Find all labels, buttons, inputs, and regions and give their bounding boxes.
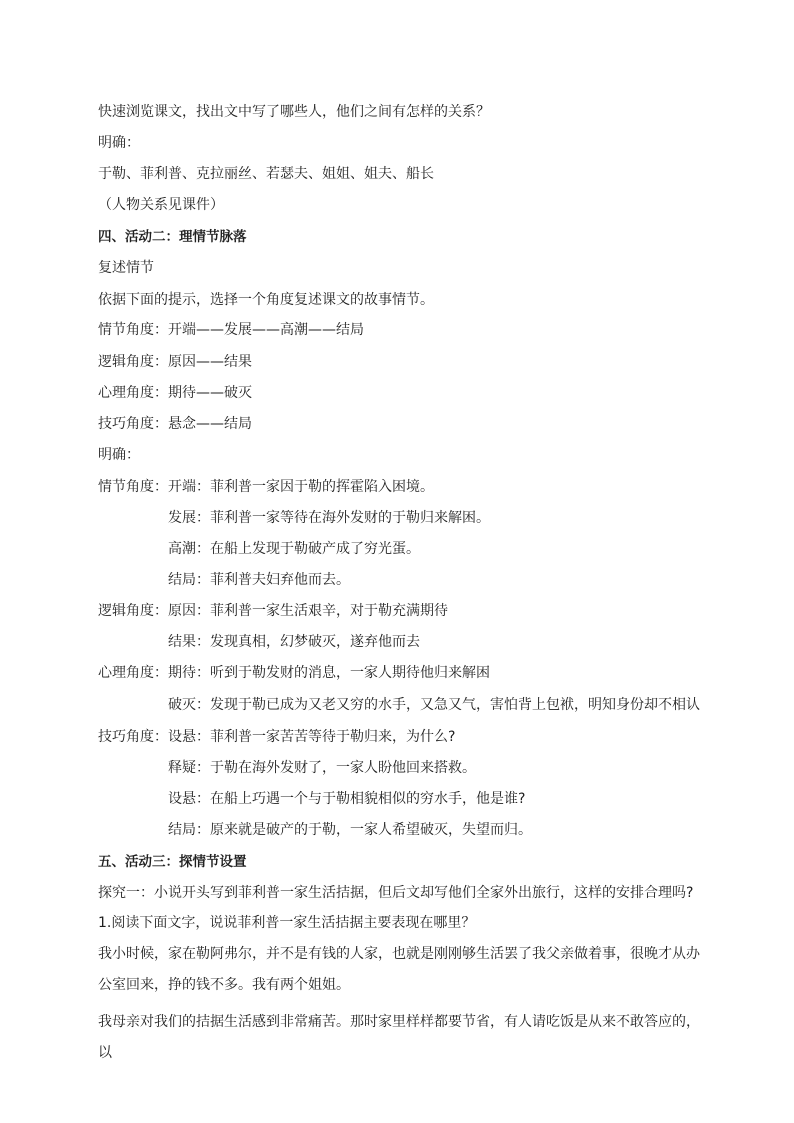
technique-ending: 结局：原来就是破产的于勒，一家人希望破灭，失望而归。 <box>168 822 532 838</box>
section-heading-4: 四、活动二：理情节脉落 <box>98 229 247 245</box>
character-list: 于勒、菲利普、克拉丽丝、若瑟夫、姐姐、姐夫、船长 <box>98 166 434 182</box>
reading-task: 1.阅读下面文字，说说菲利普一家生活拮据主要表现在哪里？ <box>98 915 476 931</box>
excerpt-paragraph-2: 我母亲对我们的拮据生活感到非常痛苦。那时家里样样都要节省，有人请吃饭是从来不敢答应的，以 <box>98 1014 700 1061</box>
section-heading-5: 五、活动三：探情节设置 <box>98 854 247 870</box>
question-text: 快速浏览课文，找出文中写了哪些人，他们之间有怎样的关系？ <box>98 104 490 120</box>
plot-angle: 情节角度：开端——发展——高潮——结局 <box>98 322 364 338</box>
logic-cause: 逻辑角度：原因：菲利普一家生活艰辛，对于勒充满期待 <box>98 603 448 619</box>
technique-angle: 技巧角度：悬念——结局 <box>98 416 252 432</box>
technique-suspense-1: 技巧角度：设悬：菲利普一家苦苦等待于勒归来，为什么? <box>98 729 456 745</box>
logic-result: 结果：发现真相，幻梦破灭，遂弃他而去 <box>168 634 420 650</box>
psychology-expect: 心理角度：期待：听到于勒发财的消息，一家人期待他归来解困 <box>98 665 490 681</box>
plot-development: 发展：菲利普一家等待在海外发财的于勒归来解困。 <box>168 510 490 526</box>
character-note: （人物关系见课件） <box>98 197 224 213</box>
instruction-text: 依据下面的提示，选择一个角度复述课文的故事情节。 <box>98 292 434 308</box>
subheading-retell: 复述情节 <box>98 260 154 276</box>
plot-start: 情节角度：开端：菲利普一家因于勒的挥霍陷入困境。 <box>98 479 434 495</box>
psychology-angle: 心理角度：期待——破灭 <box>98 385 252 401</box>
technique-suspense-2: 设悬：在船上巧遇一个与于勒相貌相似的穷水手，他是谁? <box>168 791 526 807</box>
plot-climax: 高潮：在船上发现于勒破产成了穷光蛋。 <box>168 541 420 557</box>
logic-angle: 逻辑角度：原因——结果 <box>98 354 252 370</box>
clarify-label: 明确： <box>98 135 140 151</box>
clarify-label-2: 明确： <box>98 447 140 463</box>
psychology-break: 破灭：发现于勒已成为又老又穷的水手，又急又气，害怕背上包袱，明知身份却不相认 <box>168 697 700 713</box>
plot-ending: 结局：菲利普夫妇弃他而去。 <box>168 572 350 588</box>
exploration-one: 探究一：小说开头写到菲利普一家生活拮据，但后文却写他们全家外出旅行，这样的安排合理吗? <box>98 885 694 901</box>
excerpt-paragraph-1: 我小时候，家在勒阿弗尔，并不是有钱的人家，也就是刚刚够生活罢了我父亲做着事，很晚才从办公室回来，挣的钱不多。我有两个姐姐。 <box>98 946 700 993</box>
technique-resolve: 释疑：于勒在海外发财了，一家人盼他回来搭救。 <box>168 760 476 776</box>
